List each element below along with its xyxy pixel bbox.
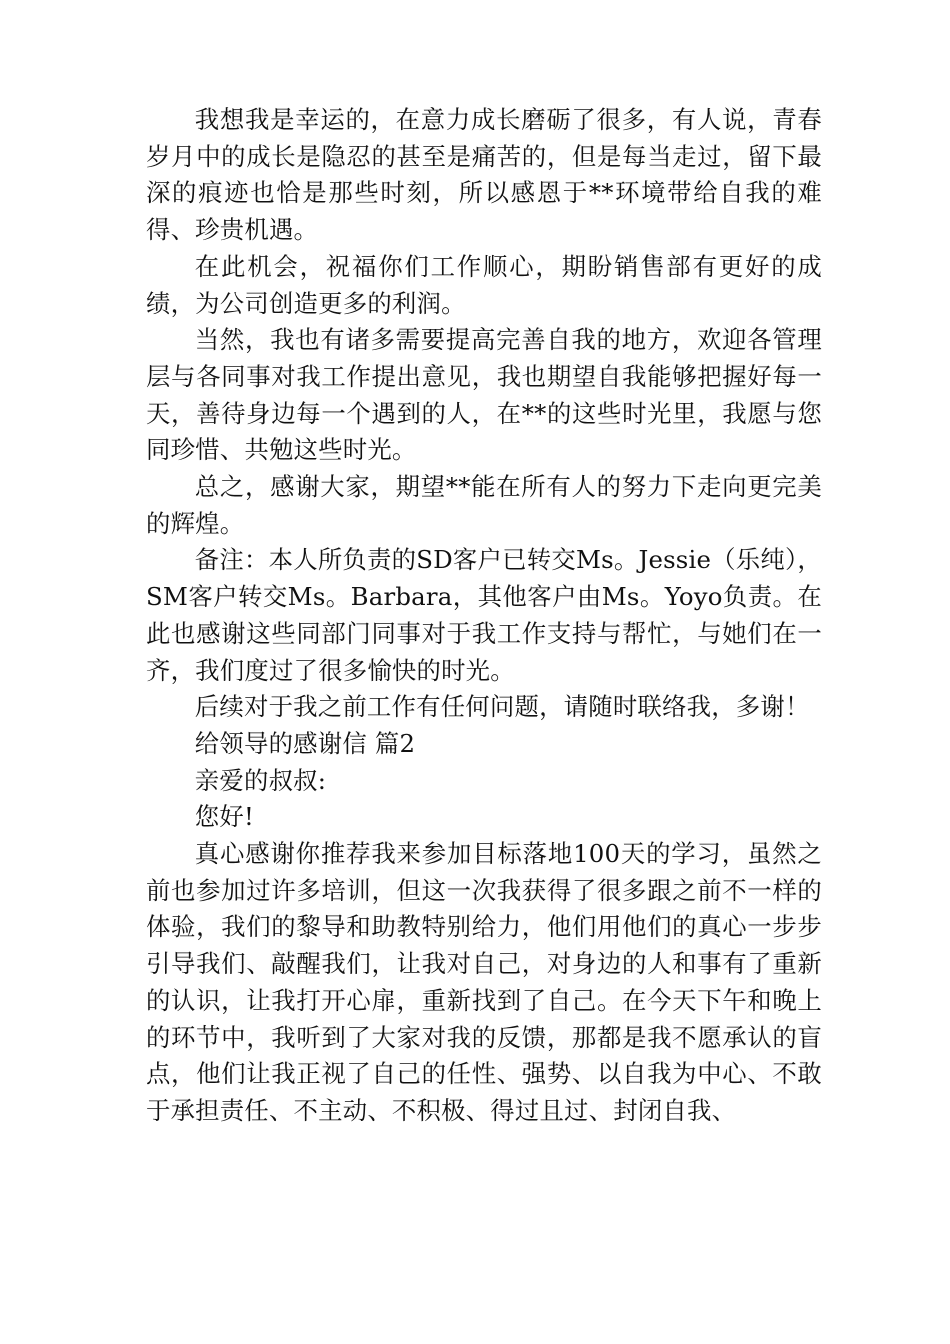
- paragraph-remark: 备注：本人所负责的SD客户已转交Ms。Jessie（乐纯），SM客户转交Ms。Barbara，其他客户由Ms。Yoyo负责。在此也感谢这些同部门同事对于我工作支持与帮忙，与她们在一齐，我们度过了很多愉快的时光。: [146, 545, 822, 685]
- paragraph-conclusion: 总之，感谢大家，期望**能在所有人的努力下走向更完美的辉煌。: [146, 472, 822, 538]
- paragraph-blessing: 在此机会，祝福你们工作顺心，期盼销售部有更好的成绩，为公司创造更多的利润。: [146, 251, 822, 318]
- section-heading: 给领导的感谢信 篇2: [194, 728, 416, 758]
- letter-body: [146, 102, 822, 1130]
- greeting: 您好!: [194, 802, 254, 832]
- paragraph-gratitude-growth: 我想我是幸运的，在意力成长磨砺了很多，有人说，青春岁月中的成长是隐忍的甚至是痛苦的，但是每当走过，留下最深的痕迹也恰是那些时刻，所以感恩于**环境带给自我的难得、珍贵机遇。: [146, 105, 822, 245]
- paragraph-training-thanks: 真心感谢你推荐我来参加目标落地100天的学习，虽然之前也参加过许多培训，但这一次我获得了很多跟之前不一样的体验，我们的黎导和助教特别给力，他们用他们的真心一步步引导我们、敲醒我们，让我对自己，对身边的人和事有了重新的认识，让我打开心扉，重新找到了自己。在今天下午和晚上的环节中，我听到了大家对我的反馈，那都是我不愿承认的盲点，他们让我正视了自己的任性、强势、以自我为中心、不敢于承担责任、不主动、不积极、得过且过、封闭自我、: [146, 839, 822, 1125]
- paragraph-self-improvement: 当然，我也有诸多需要提高完善自我的地方，欢迎各管理层与各同事对我工作提出意见，我也期望自我能够把握好每一天，善待身边每一个遇到的人，在**的这些时光里，我愿与您同珍惜、共勉这些时光。: [146, 325, 822, 465]
- salutation: 亲爱的叔叔:: [194, 765, 327, 795]
- paragraph-follow-up: 后续对于我之前工作有任何问题，请随时联络我，多谢！: [194, 692, 810, 722]
